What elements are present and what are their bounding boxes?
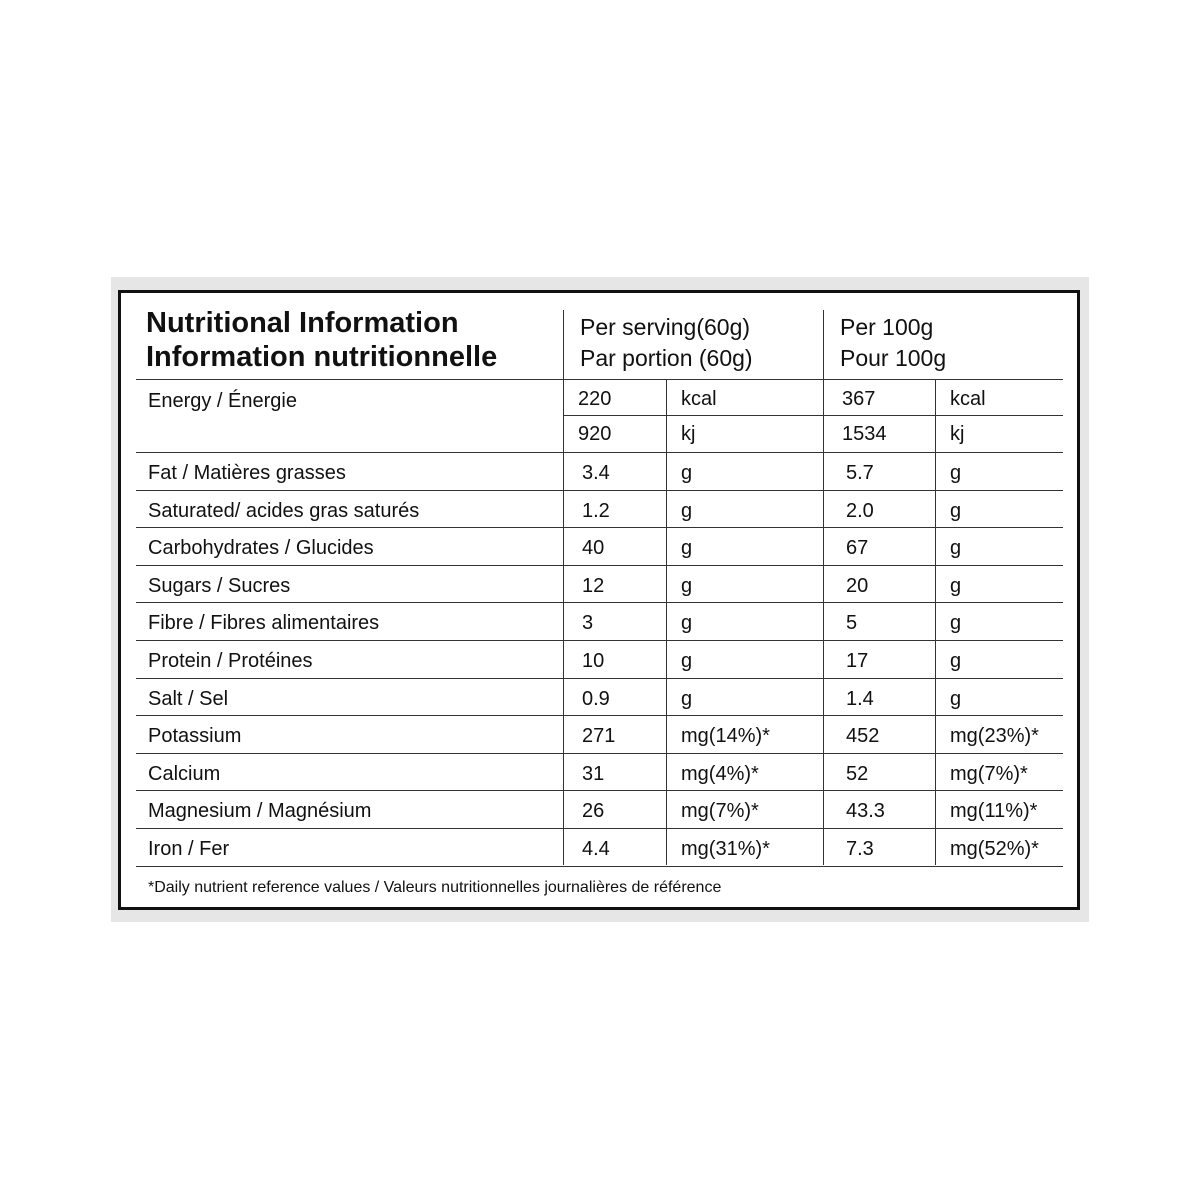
nutrient-label: Saturated/ acides gras saturés xyxy=(148,499,420,522)
nutrient-serving-unit: g xyxy=(681,650,693,672)
nutrient-serving-unit: g xyxy=(681,574,693,597)
nutrient-serving-unit: g xyxy=(681,499,693,522)
row-divider xyxy=(136,753,1063,754)
row-divider xyxy=(136,452,1063,453)
energy-label: Energy / Énergie xyxy=(148,390,297,412)
row-divider xyxy=(136,866,1063,867)
row-divider xyxy=(136,602,1063,603)
row-divider xyxy=(136,527,1063,528)
nutrient-per100-unit: g xyxy=(950,612,962,635)
nutrient-per100-unit: mg(11%)* xyxy=(950,800,1038,823)
nutrient-per100-value: 67 xyxy=(846,537,869,560)
nutrient-serving-unit: g xyxy=(681,537,693,560)
nutrient-serving-unit: mg(31%)* xyxy=(681,838,770,860)
nutrient-per100-value: 452 xyxy=(846,725,880,748)
nutrient-per100-unit: g xyxy=(950,574,962,597)
per-serving-heading-fr: Par portion (60g) xyxy=(580,345,753,371)
nutrient-label: Magnesium / Magnésium xyxy=(148,800,372,823)
nutrient-serving-unit: mg(14%)* xyxy=(681,725,770,748)
row-divider xyxy=(136,490,1063,491)
nutrient-per100-unit: g xyxy=(950,462,962,484)
row-divider xyxy=(136,790,1063,791)
nutrient-label: Calcium xyxy=(148,762,221,785)
nutrient-label: Sugars / Sucres xyxy=(148,574,291,597)
nutrient-per100-value: 1.4 xyxy=(846,687,874,710)
footnote: *Daily nutrient reference values / Valeurs nutritionnelles journalières de référence xyxy=(148,879,722,896)
nutrient-serving-unit: g xyxy=(681,612,693,635)
nutrient-per100-value: 7.3 xyxy=(846,838,874,860)
energy-kcal-per100: 367 xyxy=(842,388,876,410)
column-divider-per100 xyxy=(823,310,824,865)
nutrient-label: Carbohydrates / Glucides xyxy=(148,537,374,560)
column-divider-serving xyxy=(563,310,564,865)
title-french: Information nutritionnelle xyxy=(146,341,498,373)
nutrient-per100-value: 20 xyxy=(846,574,869,597)
title-english: Nutritional Information xyxy=(146,307,459,339)
nutrient-per100-value: 43.3 xyxy=(846,800,885,823)
nutrient-per100-value: 17 xyxy=(846,650,869,672)
nutrient-serving-value: 10 xyxy=(582,650,605,672)
row-divider xyxy=(136,828,1063,829)
nutrient-serving-unit: g xyxy=(681,687,693,710)
energy-kcal-unit-per100: kcal xyxy=(950,388,986,410)
row-divider xyxy=(136,640,1063,641)
nutrient-per100-unit: g xyxy=(950,687,962,710)
per-100g-heading-fr: Pour 100g xyxy=(840,345,947,371)
nutrient-serving-value: 3 xyxy=(582,612,594,635)
column-divider-per100-unit xyxy=(935,379,936,865)
nutrient-serving-unit: g xyxy=(681,462,693,484)
energy-kj-unit-per100: kj xyxy=(950,423,965,445)
per-100g-heading-en: Per 100g xyxy=(840,314,934,340)
nutrient-serving-value: 4.4 xyxy=(582,838,610,860)
nutrient-label: Fibre / Fibres alimentaires xyxy=(148,612,380,635)
nutrient-per100-value: 52 xyxy=(846,762,869,785)
row-divider xyxy=(136,715,1063,716)
nutrient-per100-unit: mg(7%)* xyxy=(950,762,1028,785)
energy-kcal-unit: kcal xyxy=(681,388,717,410)
energy-subrow-divider xyxy=(563,415,1063,416)
energy-kcal-serving: 220 xyxy=(578,388,612,410)
nutrient-serving-unit: mg(4%)* xyxy=(681,762,759,785)
per-serving-heading-en: Per serving(60g) xyxy=(580,314,751,340)
row-divider xyxy=(136,565,1063,566)
nutrient-per100-unit: g xyxy=(950,499,962,522)
nutrient-label: Protein / Protéines xyxy=(148,650,313,672)
nutrient-serving-value: 12 xyxy=(582,574,605,597)
nutrient-per100-value: 5 xyxy=(846,612,858,635)
row-divider xyxy=(136,678,1063,679)
nutrient-serving-value: 3.4 xyxy=(582,462,610,484)
nutrient-serving-value: 0.9 xyxy=(582,687,610,710)
nutrient-label: Salt / Sel xyxy=(148,687,229,710)
column-divider-serving-unit xyxy=(666,379,667,865)
nutrient-serving-value: 1.2 xyxy=(582,499,610,522)
nutrient-label: Potassium xyxy=(148,725,242,748)
nutrient-per100-unit: mg(52%)* xyxy=(950,838,1039,860)
nutrient-per100-unit: g xyxy=(950,650,962,672)
nutrient-label: Fat / Matières grasses xyxy=(148,462,346,484)
nutrient-serving-value: 40 xyxy=(582,537,605,560)
nutrient-per100-value: 2.0 xyxy=(846,499,874,522)
nutrient-per100-unit: g xyxy=(950,537,962,560)
energy-kj-unit: kj xyxy=(681,423,696,445)
nutrient-serving-unit: mg(7%)* xyxy=(681,800,759,823)
nutrient-per100-unit: mg(23%)* xyxy=(950,725,1039,748)
nutrient-serving-value: 26 xyxy=(582,800,605,823)
nutrient-serving-value: 31 xyxy=(582,762,605,785)
header-divider xyxy=(136,379,1063,380)
nutrient-serving-value: 271 xyxy=(582,725,616,748)
nutrient-label: Iron / Fer xyxy=(148,838,230,860)
energy-kj-serving: 920 xyxy=(578,423,612,445)
energy-kj-per100: 1534 xyxy=(842,423,887,445)
nutrient-per100-value: 5.7 xyxy=(846,462,874,484)
